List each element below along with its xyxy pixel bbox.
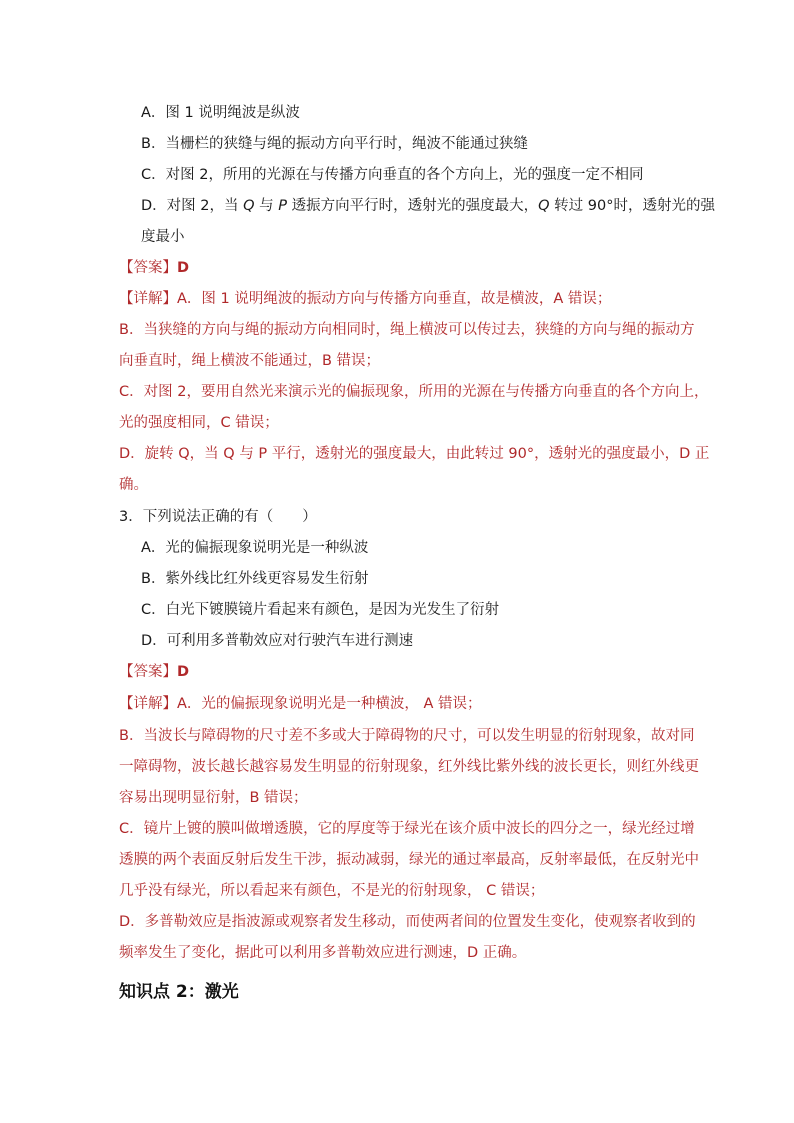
q2-option-d-line1: [141, 196, 715, 216]
q3-option-d: D．可利用多普勒效应对行驶汽车进行测速: [141, 633, 414, 649]
q2-option-d-q: Q: [243, 198, 255, 214]
q2-option-d-line2: 度最小: [141, 229, 185, 245]
q3-detail-label: 【详解】: [119, 696, 177, 712]
q3-answer: [119, 662, 189, 682]
q2-option-d-q2: Q: [538, 198, 550, 214]
q2-option-b: B．当栅栏的狭缝与绳的振动方向平行时，绳波不能通过狭缝: [141, 136, 528, 152]
q3-stem: 3．下列说法正确的有（ ）: [119, 509, 317, 525]
q3-detail-text-1: A．光的偏振现象说明光是一种横波， A 错误；: [177, 696, 482, 712]
q2-option-d-post: 转过 90°时，透射光的强: [549, 198, 715, 214]
q2-option-d-mid2: 透振方向平行时，透射光的强度最大，: [287, 198, 539, 214]
q3-detail-line-6: 透膜的两个表面反射后发生干涉，振动减弱，绿光的通过率最高，反射率最低，在反射光中: [119, 852, 699, 868]
section-heading: 知识点 2：激光: [119, 982, 239, 1002]
q2-answer-value: D: [177, 260, 190, 276]
q2-detail-line-4: C．对图 2，要用自然光来演示光的偏振现象，所用的光源在与传播方向垂直的各个方向上，: [119, 384, 709, 400]
q3-detail-line-8: D．多普勒效应是指波源或观察者发生移动，而使两者间的位置发生变化，使观察者收到的: [119, 914, 696, 930]
q2-option-c: C．对图 2，所用的光源在与传播方向垂直的各个方向上，光的强度一定不相同: [141, 167, 644, 183]
q2-detail-line-2: B．当狭缝的方向与绳的振动方向相同时，绳上横波可以传过去，狭缝的方向与绳的振动方: [119, 322, 695, 338]
q3-option-b: B．紫外线比红外线更容易发生衍射: [141, 571, 369, 587]
q3-detail-line-5: C．镜片上镀的膜叫做增透膜，它的厚度等于绿光在该介质中波长的四分之一，绿光经过增: [119, 821, 695, 837]
q3-detail-line-3: 一障碍物，波长越长越容易发生明显的衍射现象，红外线比紫外线的波长更长，则红外线更: [119, 759, 699, 775]
q2-detail-text-1: A．图 1 说明绳波的振动方向与传播方向垂直，故是横波，A 错误；: [177, 291, 612, 307]
q2-detail-line-5: 光的强度相同，C 错误；: [119, 415, 279, 431]
q2-answer: [119, 258, 189, 278]
q2-option-a: A．图 1 说明绳波是纵波: [141, 105, 300, 121]
q2-detail-line-1: [119, 289, 611, 309]
q3-detail-line-2: B．当波长与障碍物的尺寸差不多或大于障碍物的尺寸，可以发生明显的衍射现象，故对同: [119, 728, 695, 744]
q2-option-d-p: P: [278, 198, 287, 214]
q3-detail-line-7: 几乎没有绿光，所以看起来有颜色，不是光的衍射现象， C 错误；: [119, 883, 545, 899]
q2-detail-line-3: 向垂直时，绳上横波不能通过，B 错误；: [119, 353, 381, 369]
q2-answer-label: 【答案】: [119, 260, 177, 276]
q3-option-c: C．白光下镀膜镜片看起来有颜色，是因为光发生了衍射: [141, 602, 500, 618]
q2-detail-line-6: D．旋转 Q，当 Q 与 P 平行，透射光的强度最大，由此转过 90°，透射光的强度最小，D 正: [119, 446, 710, 462]
q2-detail-line-7: 确。: [119, 477, 148, 493]
q3-answer-label: 【答案】: [119, 664, 177, 680]
q3-answer-value: D: [177, 664, 190, 680]
q3-detail-line-9: 频率发生了变化，据此可以利用多普勒效应进行测速，D 正确。: [119, 945, 527, 961]
q3-detail-line-4: 容易出现明显衍射，B 错误；: [119, 790, 308, 806]
q2-option-d-prefix: D．对图 2，当: [141, 198, 244, 214]
q3-option-a: A．光的偏振现象说明光是一种纵波: [141, 540, 369, 556]
q2-option-d-mid: 与: [254, 198, 279, 214]
q3-detail-line-1: [119, 694, 482, 714]
q2-detail-label: 【详解】: [119, 291, 177, 307]
